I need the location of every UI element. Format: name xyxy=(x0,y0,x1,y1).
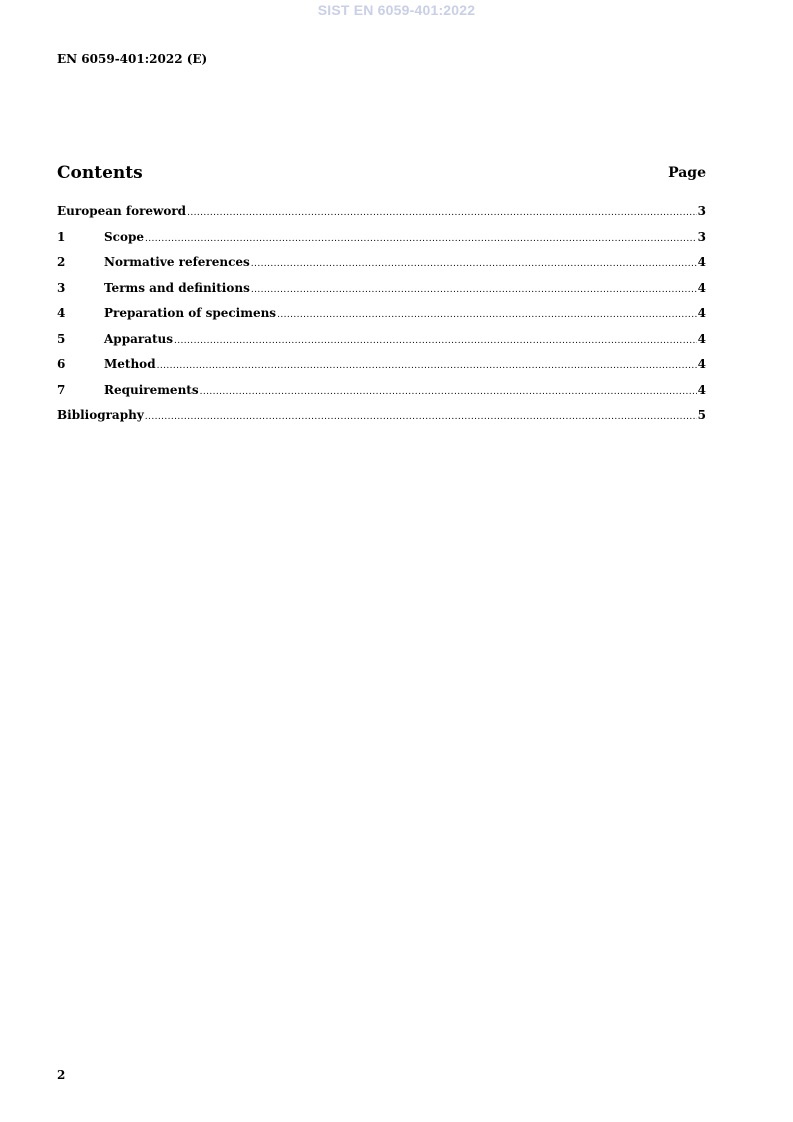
toc-entry-page: 4 xyxy=(697,382,706,397)
toc-entry-page: 4 xyxy=(697,255,706,269)
toc-entry-page: 3 xyxy=(697,204,706,218)
toc-entry-page: 4 xyxy=(697,280,706,295)
toc-entry-label: Apparatus xyxy=(104,331,173,346)
toc-entry-number: 6 xyxy=(57,357,66,371)
contents-title: Contents xyxy=(57,163,143,183)
toc-entry-preparation-of-specimens[interactable] xyxy=(57,306,706,332)
toc-entry-page: 3 xyxy=(697,229,706,244)
toc-leader-dots xyxy=(277,310,697,320)
toc-leader-dots xyxy=(145,412,697,422)
toc-entry-number: 5 xyxy=(57,331,66,346)
toc-entry-apparatus[interactable] xyxy=(57,332,706,358)
contents-header xyxy=(57,163,706,185)
toc-entry-requirements[interactable] xyxy=(57,383,706,409)
toc-entry-label: Method xyxy=(104,357,156,371)
toc-leader-dots xyxy=(157,361,697,371)
toc-leader-dots xyxy=(200,387,697,397)
table-of-contents xyxy=(57,204,706,434)
toc-entry-normative-references[interactable] xyxy=(57,255,706,281)
toc-entry-number: 2 xyxy=(57,255,66,269)
toc-entry-bibliography[interactable] xyxy=(57,408,706,434)
toc-entry-page: 5 xyxy=(697,408,706,422)
toc-entry-number: 4 xyxy=(57,306,66,320)
toc-leader-dots xyxy=(251,285,697,295)
toc-leader-dots xyxy=(174,336,697,346)
toc-entry-label: Terms and definitions xyxy=(104,280,250,295)
toc-entry-number: 7 xyxy=(57,382,66,397)
toc-leader-dots xyxy=(251,259,697,269)
toc-leader-dots xyxy=(187,208,697,218)
toc-entry-european-foreword[interactable] xyxy=(57,204,706,230)
toc-entry-label: Normative references xyxy=(104,255,250,269)
toc-entry-page: 4 xyxy=(697,357,706,371)
contents-page-label: Page xyxy=(668,165,706,181)
toc-entry-label: Preparation of specimens xyxy=(104,306,277,320)
toc-entry-label: Scope xyxy=(104,229,145,244)
toc-entry-page: 4 xyxy=(697,306,706,320)
toc-entry-number: 3 xyxy=(57,280,66,295)
document-id: EN 6059-401:2022 (E) xyxy=(57,52,208,66)
toc-entry-page: 4 xyxy=(697,331,706,346)
toc-entry-number: 1 xyxy=(57,229,66,244)
page-number: 2 xyxy=(57,1068,66,1082)
watermark: SIST EN 6059-401:2022 xyxy=(317,2,476,18)
toc-entry-scope[interactable] xyxy=(57,230,706,256)
toc-entry-label: Requirements xyxy=(104,382,199,397)
toc-entry-method[interactable] xyxy=(57,357,706,383)
toc-entry-label: European foreword xyxy=(57,204,187,218)
toc-entry-terms-and-definitions[interactable] xyxy=(57,281,706,307)
toc-leader-dots xyxy=(145,234,697,244)
toc-entry-label: Bibliography xyxy=(57,408,144,422)
